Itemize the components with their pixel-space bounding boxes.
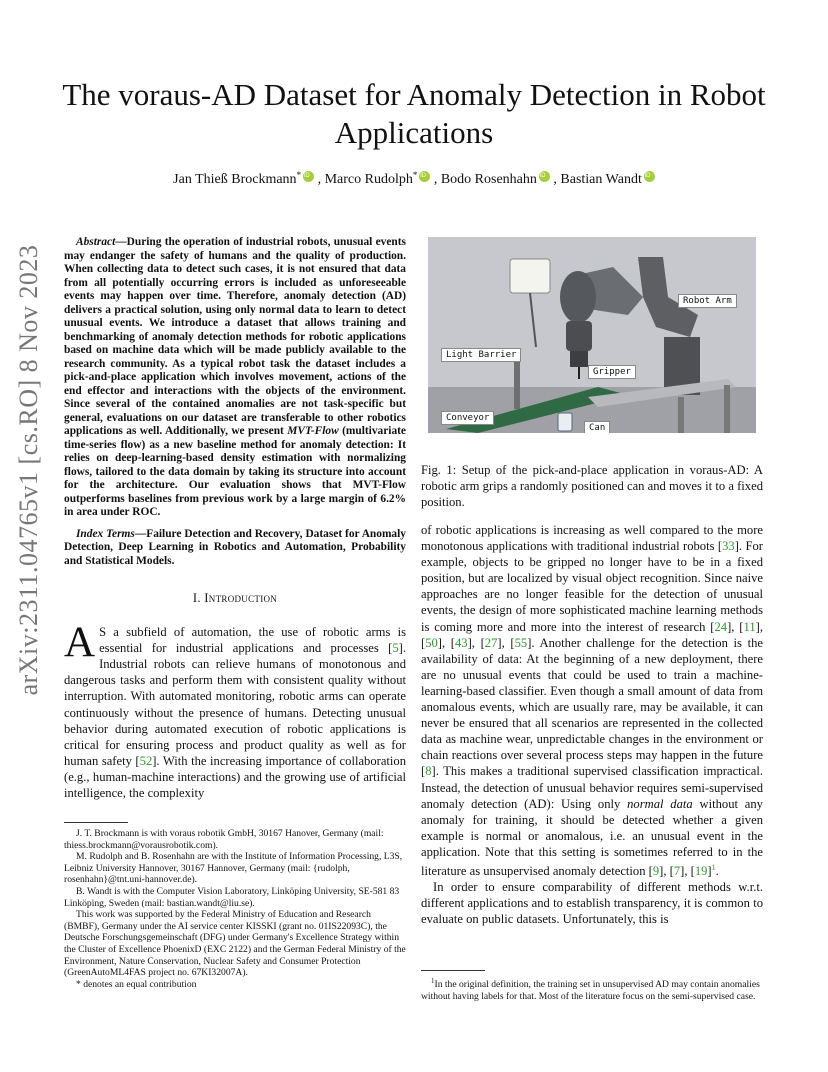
- footnote: * denotes an equal contribution: [76, 978, 197, 990]
- figure-label-light-barrier: Light Barrier: [441, 348, 521, 362]
- footnote-rule: [421, 970, 485, 971]
- intro-paragraph: A S a subfield of automation, the use of robotic arms is essential for industrial applications and processes [5]. Industrial robots can relieve humans of monotonous and dangerous tasks and perform them with consistent quality without interruption. With automated monitoring, robotic arms can operate continuously without the presence of humans. Detecting unusual behavior during automated execution of robotic applications is critical for ensuring process and product quality as well as for human safety [52]. With the increasing importance of collaboration (e.g., human-machine interactions) and the growing use of artificial intelligence, the complexity: [64, 619, 407, 801]
- footnote: This work was supported by the Federal Ministry of Education and Research (BMBF), Germany under the AI service center KISSKI (grant no. 01IS22093C), the Deutsche Forschungsgemeinschaft (DFG) under Germany's Excellence Strategy within the Cluster of Excellence PhoenixD (EXC 2122) and the German Federal Ministry of the Environment, Nature Conservation, Nuclear Safety and Consumer Protection (GreenAutoML4FAS project no. 67KI32007A).: [64, 909, 406, 979]
- arxiv-identifier-stamp: arXiv:2311.04765v1 [cs.RO] 8 Nov 2023: [14, 244, 43, 696]
- figure-label-robot-arm: Robot Arm: [678, 294, 737, 308]
- figure-caption-label: Fig. 1:: [421, 463, 457, 477]
- method-name: MVT-Flow: [287, 425, 339, 437]
- figure-caption-text: Setup of the pick-and-place application in voraus-AD: A robotic arm grips a randomly positioned can and moves it to a fixed position.: [421, 463, 763, 509]
- figure-caption: [421, 462, 763, 510]
- index-terms-label: Index Terms: [76, 527, 135, 540]
- abstract-label: Abstract: [76, 236, 116, 248]
- orcid-icon[interactable]: [303, 171, 314, 182]
- citation-link[interactable]: 52: [139, 753, 153, 768]
- footnote-text: In the original definition, the training set in unsupervised AD may contain anomalies without having labels for that. Most of the literature focus on the semi-supervised case.: [421, 979, 760, 1002]
- left-column: [64, 236, 406, 801]
- citation-link[interactable]: 50: [425, 635, 438, 650]
- body-paragraph: In order to ensure comparability of different methods w.r.t. different applications and to establish transparency, it is common to evaluate on public datasets. Unfortunately, this is: [421, 880, 763, 927]
- footnote: [421, 976, 763, 1002]
- right-column: [421, 522, 763, 928]
- figure-label-can: Can: [584, 421, 610, 433]
- citation-link[interactable]: 27: [484, 635, 498, 650]
- section-heading: [64, 590, 406, 606]
- author-name: Jan Thieß Brockmann: [173, 172, 297, 187]
- section-number: I.: [192, 591, 201, 605]
- citation-link[interactable]: 11: [743, 619, 756, 634]
- footnote: B. Wandt is with the Computer Vision Laboratory, Linköping University, SE-581 83 Linköping, Sweden (mail: bastian.wandt@liu.se).: [64, 885, 400, 909]
- footnote: M. Rudolph and B. Rosenhahn are with the Institute of Information Processing, L3S, Leibniz University Hannover, 30167 Hannover, Germany (mail: {rudolph, rosenhahn}@tnt.uni-hannover.de).: [64, 851, 403, 886]
- drop-cap: A: [64, 619, 96, 667]
- orcid-icon[interactable]: [644, 171, 655, 182]
- right-footnote: [421, 976, 763, 1002]
- abstract-text: During the operation of industrial robots, unusual events may endanger the safety of humans and the quality of production. When collecting data to detect such cases, it is not ensured that data from all potentially occurring errors is included as unforeseeable events may happen over time. Therefore, anomaly detection (AD) delivers a practical solution, using only normal data to learn to detect unusual events. We introduce a dataset that allows training and benchmarking of anomaly detection methods for robotic applications based on machine data which will be made publicly available to the research community. As a typical robot task the dataset includes a pick-and-place application which involves movement, actions of the end effector and interactions with the objects of the environment. Since several of the contained anomalies are not task-specific but general, evaluations on our dataset are transferable to other robotics applications as well. Additionally, we present: [64, 236, 406, 437]
- figure-label-gripper: Gripper: [588, 365, 636, 379]
- index-terms: Index Terms—Failure Detection and Recovery, Dataset for Anomaly Detection, Deep Learning in Robotics and Automation, Probability and Statistical Models.: [64, 527, 406, 567]
- footnote-number: 1: [431, 977, 435, 985]
- index-terms-text: Failure Detection and Recovery, Dataset for Anomaly Detection, Deep Learning in Robotics and Automation, Probability and Statistical Models.: [64, 527, 406, 567]
- paper-title: The voraus-AD Dataset for Anomaly Detection in Robot Applications: [62, 77, 766, 150]
- citation-link[interactable]: 9: [652, 864, 660, 879]
- robot-setup-illustration: [428, 237, 756, 433]
- citation-link[interactable]: 19: [694, 864, 708, 879]
- citation-link[interactable]: 33: [722, 539, 735, 554]
- footnote-rule: [64, 822, 128, 823]
- author-list: Jan Thieß Brockmann*iD , Marco Rudolph*iD , Bodo RosenhahniD , Bastian WandtiD: [60, 170, 768, 188]
- citation-link[interactable]: 8: [425, 764, 432, 779]
- figure-robot-setup-photo: [428, 237, 756, 433]
- orcid-icon[interactable]: [419, 171, 430, 182]
- author-name: Bastian Wandt: [560, 172, 642, 187]
- equal-contribution-mark: *: [296, 170, 302, 180]
- author-name: Bodo Rosenhahn: [440, 172, 537, 187]
- citation-link[interactable]: 55: [514, 635, 528, 650]
- footnote-marker-link[interactable]: 1: [711, 862, 716, 872]
- section-title: Introduction: [204, 591, 278, 605]
- author-name: Marco Rudolph: [324, 172, 413, 187]
- citation-link[interactable]: 24: [714, 619, 728, 634]
- left-footnotes: [64, 828, 406, 990]
- figure-label-conveyor: Conveyor: [441, 411, 494, 425]
- emphasis-text: normal data: [627, 796, 693, 811]
- footnote: J. T. Brockmann is with voraus robotik GmbH, 30167 Hanover, Germany (mail: thiess.brockmann@vorausrobotik.com).: [64, 828, 384, 851]
- abstract: Abstract—During the operation of industrial robots, unusual events may endanger the safety of humans and the quality of production. When collecting data to detect such cases, it is not ensured that data from all potentially occurring errors is included as unforeseeable events may happen over time. Therefore, anomaly detection (AD) delivers a practical solution, using only normal data to learn to detect unusual events. We introduce a dataset that allows training and benchmarking of anomaly detection methods for robotic applications based on machine data which will be made publicly available to the research community. As a typical robot task the dataset includes a pick-and-place application which involves movement, actions of the end effector and interactions with the objects of the environment. Since several of the contained anomalies are not task-specific but general, evaluations on our dataset are transferable to other robotics applications as well. Additionally, we present MVT-Flow (multivariate time-series flow) as a new baseline method for anomaly detection: It relies on deep-learning-based density estimation with normalizing flows, tailored to the data domain by taking its structure into account for the architecture. Our evaluation shows that MVT-Flow outperforms baselines from previous work by a large margin of 6.2% in area under ROC.: [64, 236, 406, 518]
- abstract-text: (multivariate time-series flow) as a new baseline method for anomaly detection: It relies on deep-learning-based density estimation with normalizing flows, tailored to the data domain by taking its structure into account for the architecture. Our evaluation shows that MVT-Flow outperforms baselines from previous work by a large margin of 6.2% in area under ROC.: [64, 425, 406, 518]
- body-paragraph: of robotic applications is increasing as well compared to the more monotonous applications with traditional industrial robots [33]. For example, objects to be gripped no longer have to be in a fixed position, but are localized by visual object recognition. Since naive approaches are no longer feasible for the detection of unusual events, the design of more sophisticated machine learning methods is coming more and more into the interest of research [24], [11], [50], [43], [27], [55]. Another challenge for the detection is the availability of data: At the beginning of a new deployment, there are no unusual events that could be used to train a machine-learning-based classifier. Even though a small amount of data from anomalous events, which are usually rare, may be available, it can never be ensured that all scenarios are represented in the collected data as machine wear, unpredictable changes in the environment or chain reactions over several process steps may happen in the future [8]. This makes a traditional supervised classification impractical. Instead, the detection of unusual behavior requires semi-supervised anomaly detection (AD): Using only normal data without any anomaly for training, it should be detected whether a given example is normal or anomalous, i.e. an unusual event in the application. Note that this setting is sometimes referred to in the literature as unsupervised anomaly detection [9], [7], [19]$^1$.: [421, 523, 763, 879]
- equal-contribution-mark: *: [412, 170, 418, 180]
- citation-link[interactable]: 7: [673, 864, 681, 879]
- orcid-icon[interactable]: [539, 171, 550, 182]
- citation-link[interactable]: 43: [455, 635, 468, 650]
- citation-link[interactable]: 5: [392, 641, 399, 656]
